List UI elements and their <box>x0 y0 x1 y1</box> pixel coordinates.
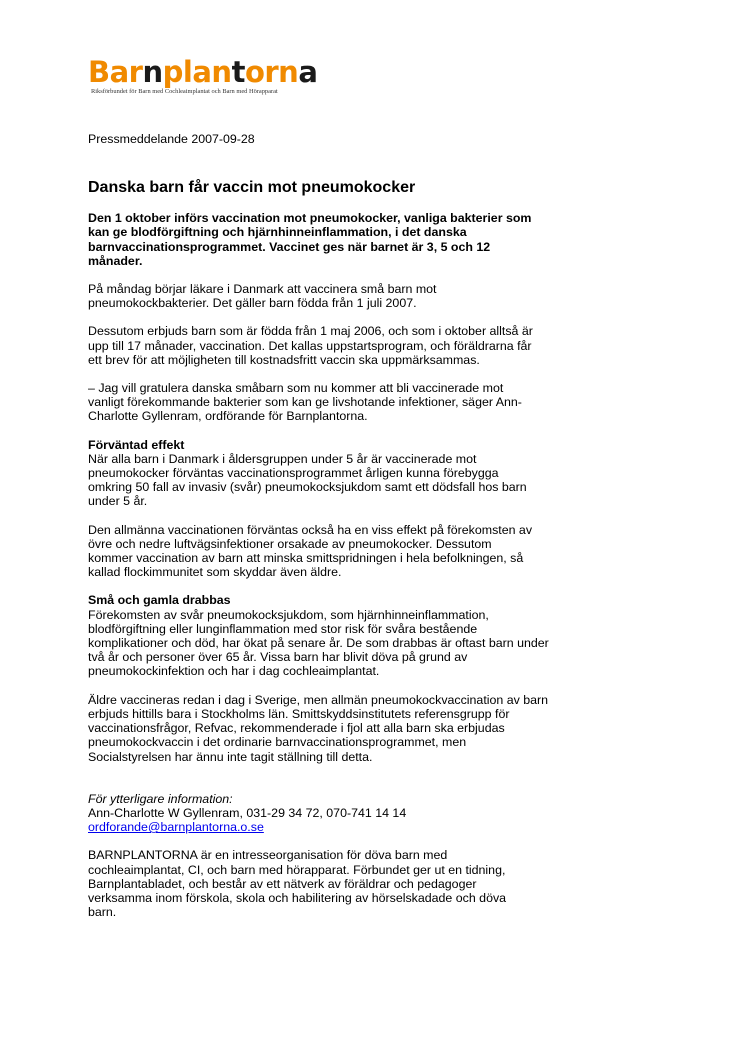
paragraph: Den allmänna vaccinationen förväntas också ha en viss effekt på förekomsten av övre och nedre luftvägsinfektioner orsakade av pneumokocker. Dessutom kommer vaccination av barn att minska smittspridningen i hela befolkningen, så kallad flockimmunitet som skyddar även äldre. <box>88 522 533 580</box>
contact-email-link[interactable]: ordforande@barnplantorna.o.se <box>88 820 264 835</box>
logo-subtitle: Riksförbundet för Barn med Cochleaimplantat och Barn med Hörapparat <box>91 88 278 95</box>
release-date: Pressmeddelande 2007-09-28 <box>88 132 255 146</box>
logo-part: n <box>142 55 163 89</box>
lead-paragraph: Den 1 oktober införs vaccination mot pneumokocker, vanliga bakterier som kan ge blodförgiftning och hjärnhinneinflammation, i det danska barnvaccinationsprogrammet. Vaccinet ges när barnet är 3, 5 och 12 månader. <box>88 211 532 268</box>
logo-part: t <box>231 55 245 89</box>
paragraph: Förekomsten av svår pneumokocksjukdom, som hjärnhinneinflammation, blodförgiftning eller lunginflammation med stor risk för svåra bestående komplikationer och död, har ökat på senare år. De som drabbas är oftast barn under två år och personer över 65 år. Vissa barn har blivit döva på grund av pneumokockinfektion och har i dag cochleaimplantat. <box>88 607 549 679</box>
section-heading: Små och gamla drabbas <box>88 593 231 608</box>
contact-heading: För ytterligare information: <box>88 791 233 806</box>
paragraph: Dessutom erbjuds barn som är födda från 1 maj 2006, och som i oktober alltså är upp till 17 månader, vaccination. Det kallas uppstartsprogram, och föräldrarna får ett brev för att möjligheten till kostnadsfritt vaccin ska uppmärksammas. <box>88 324 533 367</box>
barnplantorna-logo <box>88 56 317 95</box>
paragraph: På måndag börjar läkare i Danmark att vaccinera små barn mot pneumokockbakterier. Det gäller barn födda från 1 juli 2007. <box>88 282 437 311</box>
contact-line: Ann-Charlotte W Gyllenram, 031-29 34 72, 070-741 14 14 <box>88 805 407 820</box>
logo-wordmark <box>88 56 317 88</box>
contact-block <box>88 792 608 920</box>
logo-part: a <box>298 55 318 89</box>
logo-part: orn <box>244 55 299 89</box>
paragraph: Äldre vaccineras redan i dag i Sverige, men allmän pneumokockvaccination av barn erbjuds hittills bara i Stockholms län. Smittskyddsinstitutets referensgrupp för vaccinationsfrågor, Refvac, rekommenderade i fjol att alla barn ska erbjudas pneumokockvaccin i det ordinarie barnvaccinationsprogrammet, men Socialstyrelsen har ännu inte tagit ställning till detta. <box>88 692 549 764</box>
logo-part: plan <box>162 55 232 89</box>
page-title: Danska barn får vaccin mot pneumokocker <box>88 179 416 197</box>
section-heading: Förväntad effekt <box>88 437 185 452</box>
press-release-body <box>88 132 608 919</box>
paragraph: När alla barn i Danmark i åldersgruppen under 5 år är vaccinerade mot pneumokocker förväntas vaccinationsprogrammet årligen kunna förebygga omkring 50 fall av invasiv (svår) pneumokocksjukdom samt ett dödsfall hos barn under 5 år. <box>88 451 527 509</box>
quote-paragraph: – Jag vill gratulera danska småbarn som nu kommer att bli vaccinerade mot vanligt förekommande bakterier som kan ge livshotande infektioner, säger Ann- Charlotte Gyllenram, ordförande för Barnplantorna. <box>88 381 522 424</box>
about-paragraph: BARNPLANTORNA är en intresseorganisation för döva barn med cochleaimplantat, CI, och barn med hörapparat. Förbundet ger ut en tidning, Barnplantabladet, och består av ett nätverk av föräldrar och pedagoger verksamma inom förskola, skola och habilitering av hörselskadade och döva barn. <box>88 848 507 920</box>
logo-part: Bar <box>88 55 143 89</box>
